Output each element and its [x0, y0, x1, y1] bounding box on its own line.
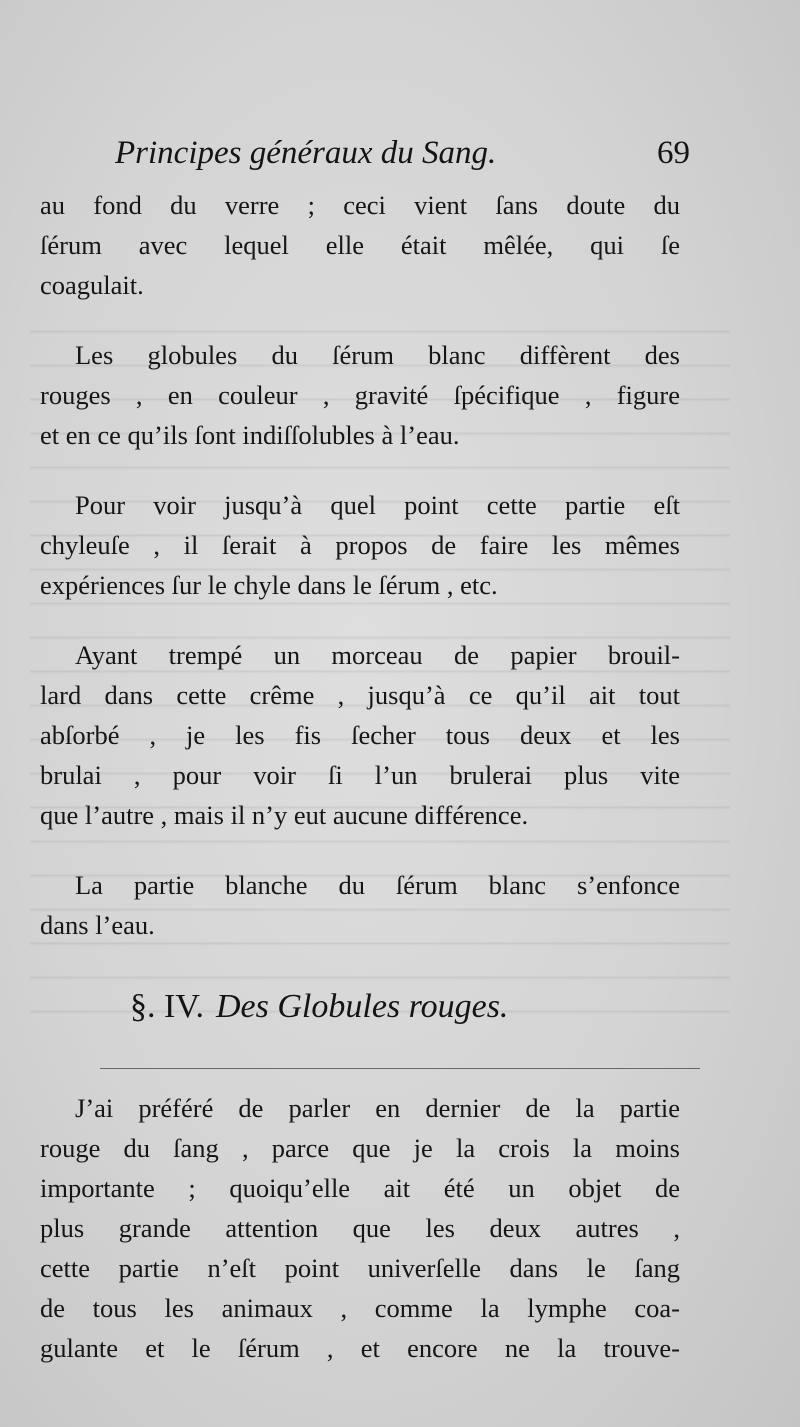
text-line: cette partie n’eſt point univerſelle dans le ſang	[40, 1253, 680, 1283]
paragraph-4	[40, 635, 680, 835]
text-line: de tous les animaux , comme la lymphe coa-	[40, 1293, 680, 1323]
section-divider	[100, 1068, 700, 1069]
paragraph-5	[40, 865, 680, 945]
text-line: lard dans cette crême , jusqu’à ce qu’il ait tout	[40, 680, 680, 710]
text-line: Ayant trempé un morceau de papier brouil-	[75, 640, 680, 670]
text-line: expériences ſur le chyle dans le ſérum , etc.	[40, 570, 498, 600]
paragraph-3	[40, 485, 680, 605]
section-number: §. IV.	[130, 988, 204, 1025]
section-title: Des Globules rouges.	[216, 988, 509, 1025]
text-line: que l’autre , mais il n’y eut aucune différence.	[40, 800, 529, 830]
text-line: ſérum avec lequel elle était mêlée, qui ſe	[40, 230, 680, 260]
text-line: et en ce qu’ils ſont indiſſolubles à l’eau.	[40, 420, 460, 450]
running-head	[115, 135, 690, 185]
text-line: au fond du verre ; ceci vient ſans doute du	[40, 190, 680, 220]
text-line: Les globules du ſérum blanc diffèrent des	[75, 340, 680, 370]
text-line: Pour voir jusqu’à quel point cette partie eſt	[75, 490, 680, 520]
running-head-title: Principes généraux du Sang.	[115, 135, 497, 171]
paragraph-2	[40, 335, 680, 455]
text-line: abſorbé , je les fis ſecher tous deux et les	[40, 720, 680, 750]
text-line: J’ai préféré de parler en dernier de la partie	[75, 1093, 680, 1123]
text-line: brulai , pour voir ſi l’un brulerai plus vite	[40, 760, 680, 790]
section-heading	[130, 988, 630, 1026]
text-line: dans l’eau.	[40, 910, 155, 940]
paragraph-6	[40, 1088, 680, 1368]
page-number: 69	[657, 135, 690, 171]
text-line: chyleuſe , il ſerait à propos de faire les mêmes	[40, 530, 680, 560]
text-line: La partie blanche du ſérum blanc s’enfonce	[75, 870, 680, 900]
text-line: coagulait.	[40, 270, 144, 300]
text-line: rouges , en couleur , gravité ſpécifique , figure	[40, 380, 680, 410]
text-line: gulante et le ſérum , et encore ne la trouve-	[40, 1333, 680, 1363]
text-line: plus grande attention que les deux autres ,	[40, 1213, 680, 1243]
text-line: rouge du ſang , parce que je la crois la moins	[40, 1133, 680, 1163]
paragraph-1	[40, 185, 680, 305]
text-line: importante ; quoiqu’elle ait été un objet de	[40, 1173, 680, 1203]
